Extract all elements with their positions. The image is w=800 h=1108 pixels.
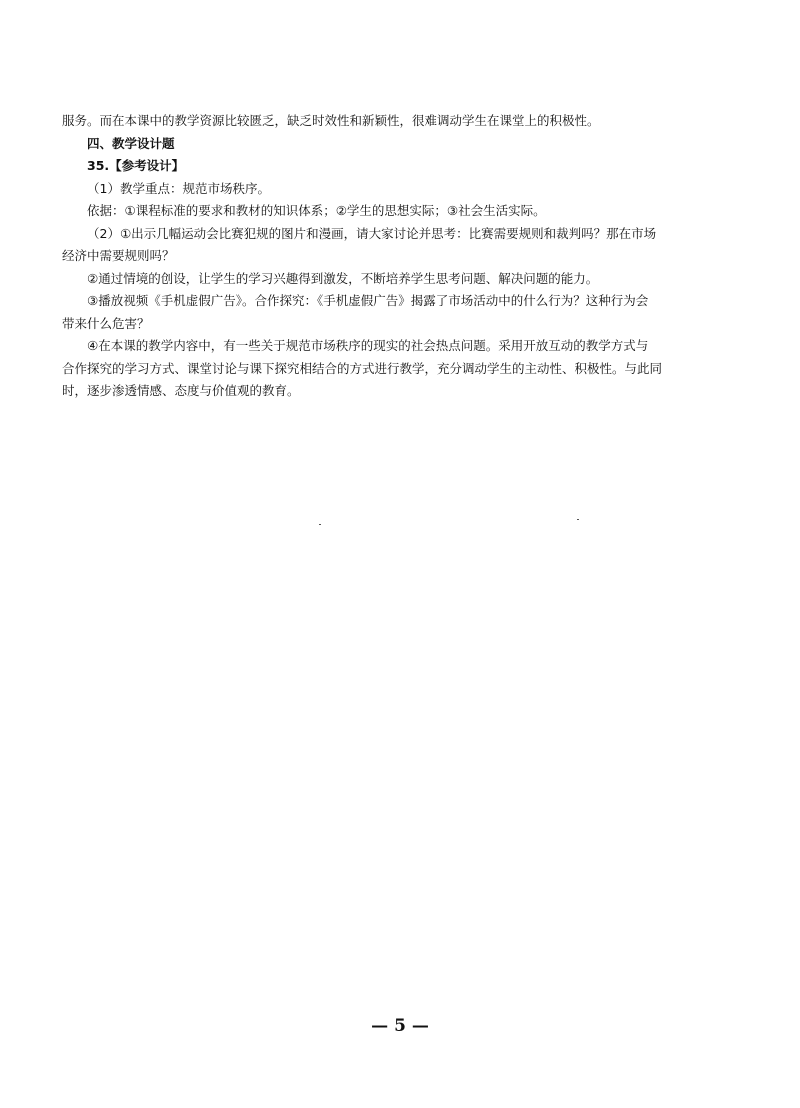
text-line: 时，逐步渗透情感、态度与价值观的教育。 <box>62 383 300 398</box>
text-line: （1）教学重点：规范市场秩序。 <box>87 180 270 196</box>
document-body <box>62 110 672 403</box>
scan-speck <box>577 519 579 520</box>
text-line: （2）①出示几幅运动会比赛犯规的图片和漫画，请大家讨论并思考：比赛需要规则和裁判吗？那在市场 <box>87 225 657 241</box>
page-number: — 5 — <box>371 1016 429 1036</box>
text-line: 合作探究的学习方式、课堂讨论与课下探究相结合的方式进行教学，充分调动学生的主动性、积极性。与此同 <box>62 360 663 376</box>
section-heading: 35.【参考设计】 <box>87 158 185 173</box>
text-line: 带来什么危害？ <box>62 315 150 331</box>
text-line: ③播放视频《手机虚假广告》。合作探究：《手机虚假广告》揭露了市场活动中的什么行为？这种行为会 <box>87 293 649 308</box>
section-heading: 四、教学设计题 <box>87 135 175 151</box>
text-line: ④在本课的教学内容中，有一些关于规范市场秩序的现实的社会热点问题。采用开放互动的教学方式与 <box>87 338 649 353</box>
text-line: 依据：①课程标准的要求和教材的知识体系；②学生的思想实际；③社会生活实际。 <box>87 203 546 218</box>
text-line: 服务。而在本课中的教学资源比较匮乏，缺乏时效性和新颖性，很难调动学生在课堂上的积极性。 <box>62 113 600 128</box>
scan-speck <box>319 524 321 525</box>
text-line: 经济中需要规则吗？ <box>62 248 175 263</box>
text-line: ②通过情境的创设，让学生的学习兴趣得到激发，不断培养学生思考问题、解决问题的能力。 <box>87 270 599 286</box>
